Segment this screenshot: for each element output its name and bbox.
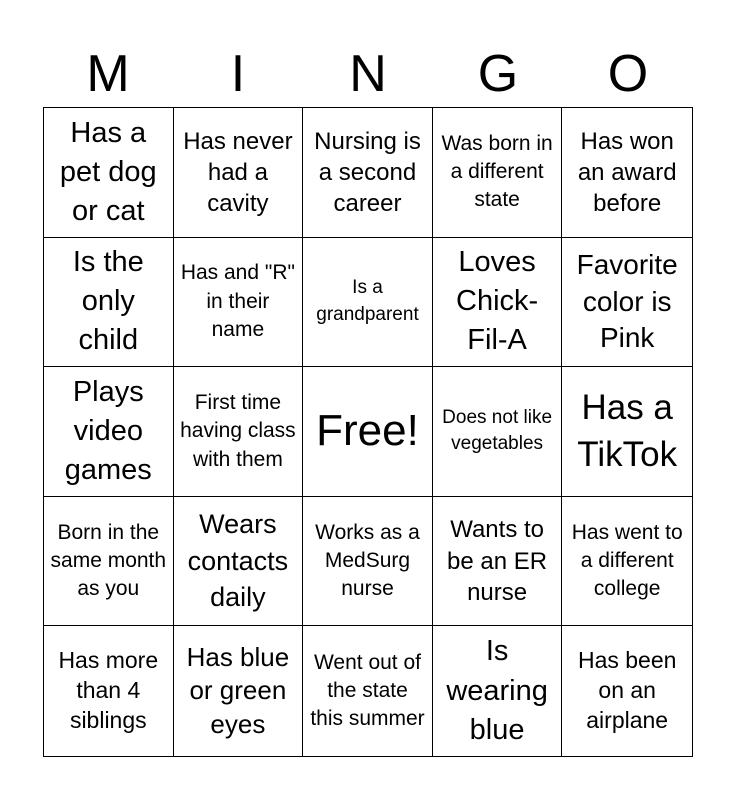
bingo-header <box>43 40 693 108</box>
bingo-cell[interactable] <box>562 108 692 238</box>
cell-text: Was born in a different state <box>441 131 553 212</box>
bingo-cell[interactable] <box>303 238 433 368</box>
cell-text: Is a grandparent <box>316 277 419 325</box>
bingo-cell[interactable] <box>44 108 174 238</box>
cell-text: Nursing is a second career <box>314 127 421 217</box>
cell-text: Has never had a cavity <box>183 127 293 217</box>
bingo-cell[interactable] <box>44 626 174 756</box>
bingo-cell[interactable] <box>433 238 563 368</box>
header-letter-n: N <box>349 45 387 103</box>
header-letter-m: M <box>86 45 130 103</box>
bingo-cell[interactable] <box>303 108 433 238</box>
cell-text: Favorite color is Pink <box>576 249 678 354</box>
cell-text: Went out of the state this summer <box>310 650 425 731</box>
bingo-cell[interactable] <box>562 497 692 627</box>
bingo-cell-free[interactable] <box>303 367 433 497</box>
cell-text: Wants to be an ER nurse <box>447 516 548 606</box>
bingo-cell[interactable] <box>433 626 563 756</box>
cell-text: Does not like vegetables <box>442 406 553 455</box>
cell-text: Works as a MedSurg nurse <box>315 520 420 601</box>
cell-text: Has won an award before <box>577 127 677 217</box>
cell-text: Has a TikTok <box>577 388 678 475</box>
bingo-cell[interactable] <box>174 626 304 756</box>
bingo-cell[interactable] <box>44 367 174 497</box>
header-letter-o: O <box>607 45 649 103</box>
free-space-text: Free! <box>316 406 419 456</box>
bingo-cell[interactable] <box>433 497 563 627</box>
bingo-cell[interactable] <box>562 238 692 368</box>
cell-text: Is the only child <box>72 246 144 357</box>
cell-text: First time having class with them <box>180 390 296 471</box>
bingo-cell[interactable] <box>174 108 304 238</box>
cell-text: Born in the same month as you <box>50 520 167 601</box>
cell-text: Has and "R" in their name <box>180 261 295 342</box>
bingo-card-grid <box>43 107 693 757</box>
cell-text: Has been on an airplane <box>577 647 677 734</box>
bingo-cell[interactable] <box>174 238 304 368</box>
cell-text: Wears contacts daily <box>187 509 289 613</box>
bingo-cell[interactable] <box>44 238 174 368</box>
bingo-cell[interactable] <box>303 626 433 756</box>
cell-text: Is wearing blue <box>446 635 548 746</box>
bingo-cell[interactable] <box>174 497 304 627</box>
cell-text: Plays video games <box>64 375 152 487</box>
cell-text: Has blue or green eyes <box>186 641 290 740</box>
bingo-cell[interactable] <box>562 626 692 756</box>
header-letter-i: I <box>230 45 246 103</box>
header-letter-g: G <box>477 45 519 103</box>
cell-text: Has more than 4 siblings <box>58 647 159 734</box>
bingo-cell[interactable] <box>44 497 174 627</box>
cell-text: Has went to a different college <box>571 520 683 601</box>
cell-text: Has a pet dog or cat <box>59 116 157 227</box>
bingo-cell[interactable] <box>433 108 563 238</box>
cell-text: Loves Chick-Fil-A <box>456 246 539 357</box>
bingo-cell[interactable] <box>433 367 563 497</box>
bingo-cell[interactable] <box>303 497 433 627</box>
bingo-cell[interactable] <box>562 367 692 497</box>
bingo-cell[interactable] <box>174 367 304 497</box>
